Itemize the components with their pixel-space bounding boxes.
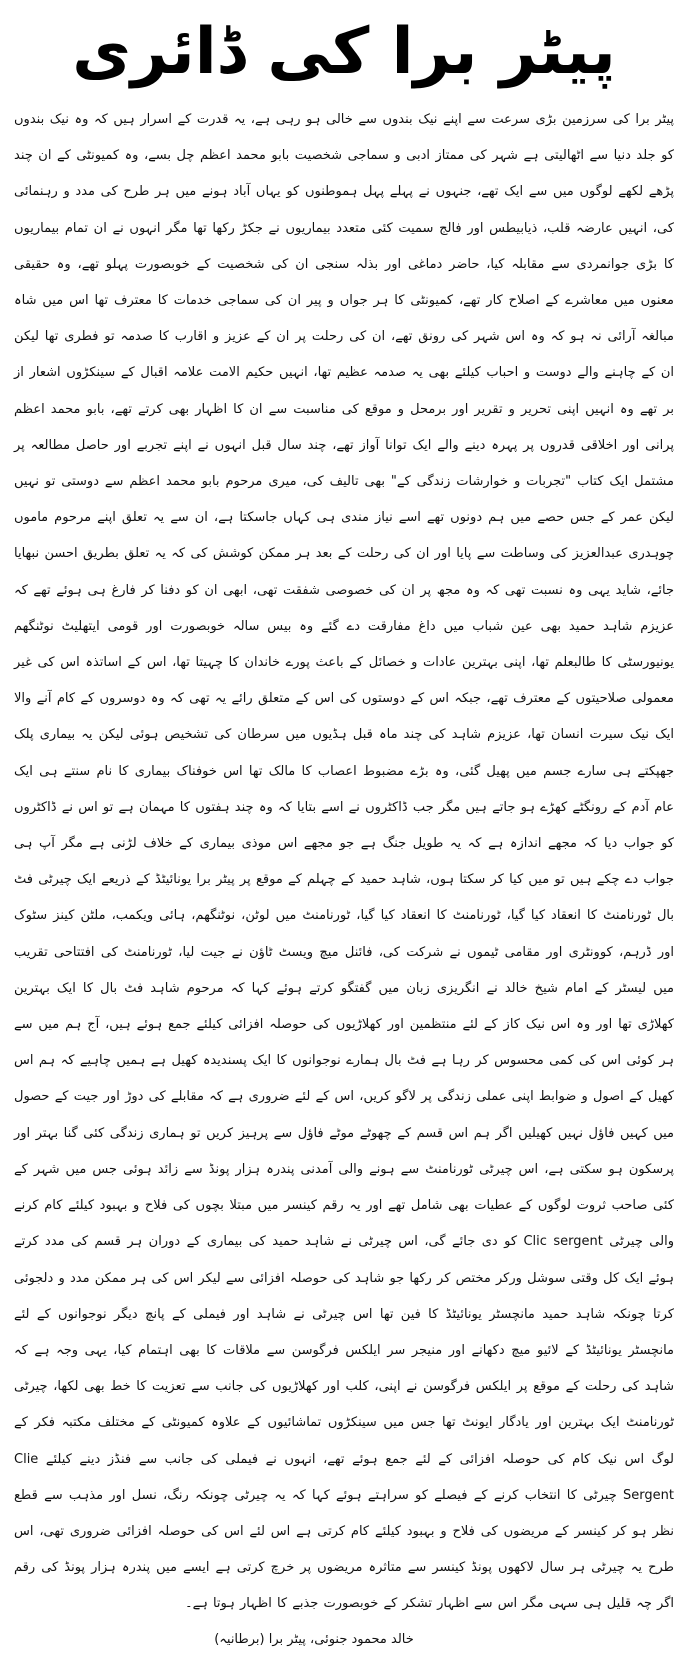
article-byline: خالد محمود جنوئی، پیٹر برا (برطانیہ) <box>214 1631 414 1647</box>
article-body: پیٹر برا کی سرزمین بڑی سرعت سے اپنے نیک بندوں سے خالی ہو رہی ہے، یہ قدرت کے اسرار ہیں کہ وہ نیک بندوں کو جلد دنیا سے اٹھالیتی ہے شہر کی ممتاز ادبی و سماجی شخصیت بابو محمد اعظم چل بسے، وہ کمیونٹی کے ان چند پڑھے لکھے لوگوں میں سے ایک تھے، جنہوں نے پہلے پہل ہموطنوں کو یہاں آباد ہونے میں ہر طرح کی مدد و رہنمائی کی، انہیں عارضہ قلب، ذیابیطس اور فالج سمیت کئی متعدد بیماریوں نے جکڑ رکھا تھا مگر انہوں نے ان تمام بیماریوں کا بڑی جوانمردی سے مقابلہ کیا، حاضر دماغی اور بذلہ سنجی ان کی شخصیت کے خوبصورت پہلو تھے، وہ حقیقی معنوں میں معاشرے کے اصلاح کار تھے، کمیونٹی کا ہر جواں و پیر ان کی سماجی خدمات کا معترف تھا اس میں شاہ مبالغہ آرائی نہ ہو کہ وہ اس شہر کی رونق تھے، ان کی رحلت پر ان کے عزیز و اقارب کا صدمہ تو فطری تھا لیکن ان کے چاہنے والے دوست و احباب کیلئے بھی یہ صدمہ عظیم تھا، انہیں حکیم الامت علامہ اقبال کے سینکڑوں اشعار از بر تھے وہ انہیں اپنی تحریر و تقریر اور برمحل و موقع کی مناسبت سے ان کا اظہار بھی کرتے تھے، بابو محمد اعظم پرانی اور اخلاقی قدروں پر پہرہ دینے والے ایک توانا آواز تھے، چند سال قبل انہوں نے اپنے تجربے اور حاصل مطالعہ پر مشتمل ایک کتاب "تجربات و خوارشات زندگی کے" بھی تالیف کی، میری مرحوم بابو محمد اعظم سے دوستی تو نہیں لیکن عمر کے جس حصے میں ہم دونوں تھے اسے نیاز مندی ہی کہاں جاسکتا ہے، ان سے یہ تعلق اپنے مرحوم ماموں چوہدری عبدالعزیز کی وساطت سے پایا اور ان کی رحلت کے بعد ہر ممکن کوشش کی کہ یہ تعلق بطریق احسن نبھایا جائے، شاید یہی وہ نسبت تھی کہ وہ مجھ پر ان کی خصوصی شفقت تھی، ابھی ان کو دفنا کر فارغ ہی ہوئے تھے کہ عزیزم شاہد حمید بھی عین شباب میں داغ مفارقت دے گئے وہ بیس سالہ خوبصورت اور قومی ایتھلیٹ نوٹنگھم یونیورسٹی کا طالبعلم تھا، اپنی بہترین عادات و خصائل کے باعث پورے خاندان کا چہیتا تھا، اس کے اساتذہ اس کی غیر معمولی صلاحیتوں کے معترف تھے، جبکہ اس کے دوستوں کی اس کے متعلق رائے یہ تھی کہ وہ دوسروں کے کام آنے والا ایک نیک سیرت انسان تھا، عزیزم شاہد کی چند ماہ قبل ہڈیوں میں سرطان کی تشخیص ہوئی لیکن یہ بیماری پلک جھپکتے ہی سارے جسم میں پھیل گئی، وہ بڑے مضبوط اعصاب کا مالک تھا اس خوفناک بیماری کا نام سنتے ہی ایک عام آدم کے رونگٹے کھڑے ہو جاتے ہیں مگر جب ڈاکٹروں نے اسے بتایا کہ وہ چند ہفتوں کا مہمان ہے تو اس نے ڈاکٹروں کو جواب دیا کہ مجھے اندازہ ہے کہ یہ طویل جنگ ہے جو مجھے اس موذی بیماری کے خلاف لڑنی ہے مگر آپ ہی جواب دے چکے ہیں تو میں کیا کر سکتا ہوں، شاہد حمید کے چہلم کے موقع پر پیٹر برا یونائیٹڈ کے ذریعے ایک چیرٹی فٹ بال ٹورنامنٹ کا انعقاد کیا گیا، ٹورنامنٹ کا انعقاد کیا گیا، ٹورنامنٹ میں لوٹن، نوٹنگھم، ہائی ویکمب، ملٹن کینز سٹوک اور ڈرہم، کوونٹری اور مقامی ٹیموں نے شرکت کی، فائنل میچ ویسٹ ٹاؤن نے جیت لیا، ٹورنامنٹ کی افتتاحی تقریب میں لیسٹر کے امام شیخ خالد نے انگریزی زبان میں گفتگو کرتے ہوئے کہا کہ مرحوم شاہد فٹ بال کا ایک بہترین کھلاڑی تھا اور وہ اس نیک کاز کے لئے منتظمین اور کھلاڑیوں کی حوصلہ افزائی کیلئے جمع ہوئے ہیں، آج ہم میں سے ہر کوئی اس کی کمی محسوس کر رہا ہے فٹ بال ہمارے نوجوانوں کا ایک پسندیدہ کھیل ہے ہمیں چاہیے کہ ہم اس کھیل کے اصول و ضوابط اپنی عملی زندگی پر لاگو کریں، اس کے لئے ضروری ہے کہ مقابلے کی دوڑ اور جیت کے حصول میں کہیں فاؤل نہیں کھیلیں اگر ہم اس قسم کے چھوٹے موٹے فاؤل سے پرہیز کریں تو ہماری زندگی کئی گنا بہتر اور پرسکون ہو سکتی ہے، اس چیرٹی ٹورنامنٹ سے ہونے والی آمدنی پندرہ ہزار پونڈ سے زائد ہوئی جس میں شہر کے کئی صاحب ثروت لوگوں کے عطیات بھی شامل تھے اور یہ رقم کینسر میں مبتلا بچوں کی فلاح و بہبود کیلئے کام کرنے والی چیرٹی Clic sergent کو دی جائے گی، اس چیرٹی نے شاہد حمید کی بیماری کے دوران ہر قسم کی مدد کرتے ہوئے ایک کل وقتی سوشل ورکر مختص کر رکھا جو شاہد کی حوصلہ افزائی سے لیکر اس کی ہر ممکن مدد و دلجوئی کرتا چونکہ شاہد حمید مانچسٹر یونائیٹڈ کا فین تھا اس چیرٹی نے شاہد اور فیملی کے پانچ دیگر نوجوانوں کے لئے مانچسٹر یونائیٹڈ کے لائیو میچ دکھانے اور منیجر سر ایلکس فرگوسن سے ملاقات کا بھی اہتمام کیا، یہی وجہ ہے کہ شاہد کی رحلت کے موقع پر ایلکس فرگوسن نے اپنی، کلب اور کھلاڑیوں کی جانب سے تعزیت کا خط بھی لکھا، چیرٹی ٹورنامنٹ ایک بہترین اور یادگار ایونٹ تھا جس میں سینکڑوں تماشائیوں کے علاوہ کمیونٹی کے مختلف مکتبہ فکر کے لوگ اس نیک کام کی حوصلہ افزائی کے لئے جمع ہوئے تھے، انہوں نے فیملی کی جانب سے فنڈز دینے کیلئے Clie Sergent چیرٹی کا انتخاب کرنے کے فیصلے کو سراہتے ہوئے کہا کہ یہ چیرٹی چونکہ رنگ، نسل اور مذہب سے قطع نظر ہو کر کینسر کے مریضوں کی فلاح و بہبود کیلئے کام کرتی ہے اس لئے اس کی حوصلہ افزائی ضروری تھی، اس طرح یہ چیرٹی ہر سال لاکھوں پونڈ کینسر سے متاثرہ مریضوں پر خرچ کرتی ہے ایسے میں پندرہ ہزار پونڈ کی رقم اگر چہ قلیل ہی سہی مگر اس سے اظہار تشکر کے خوبصورت جذبے کا اظہار ہوتا ہے۔ <box>14 112 674 1612</box>
article-title: پیٹر برا کی ڈائری <box>72 15 616 89</box>
